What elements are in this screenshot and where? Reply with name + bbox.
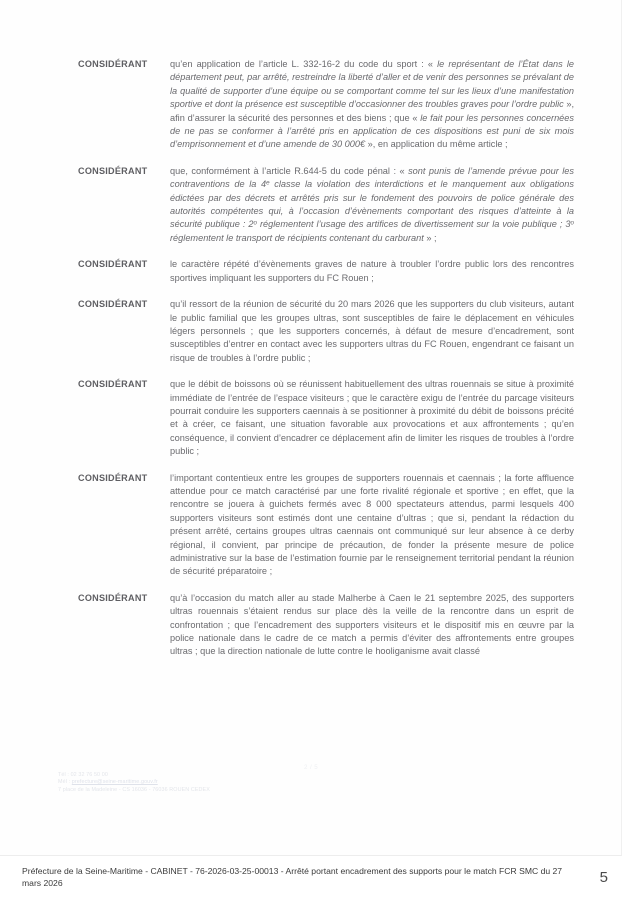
footer-mail-prefix: Mél :	[58, 779, 72, 786]
considerant-row	[78, 165, 574, 245]
considerant-text: que, conformément à l’article R.644-5 du code pénal :	[170, 165, 400, 176]
considerant-text: qu’en application de l’article L. 332-16-2 du code du sport :	[170, 59, 428, 69]
considerant-article-l332-16-2	[170, 58, 574, 152]
considerant-text: le caractère répété d’évènements graves de nature à troubler l’ordre public lors des rencontres sportives impliquant les supporters du FC Rouen ;	[170, 259, 574, 283]
considerant-text: «	[399, 165, 409, 176]
considerant-quoted-text: sont punis de l’amende prévue pour les contraventions de la 4	[170, 165, 575, 190]
considerant-row	[78, 592, 574, 659]
considerant-text: que le débit de boissons où se réunissent habituellement des ultras rouennais se situe à proximité immédiate de l’entrée de l’espace visiteurs ; que le caractère exigu de l’entrée du parcage visiteurs pourrait conduire les supporters caennais à se positionner à proximité du débit de boissons précité et à créer, ce faisant, une situation favorable aux provocations et aux affrontements ; qu’en conséquence, il convient d’encadrer ce déplacement afin de limiter les risques de troubles à l’ordre public ;	[170, 379, 574, 457]
considerant-label: CONSIDÉRANT	[78, 59, 148, 69]
considerant-match-aller-malherbe	[170, 592, 574, 659]
considerant-label: CONSIDÉRANT	[78, 379, 148, 390]
considerant-quoted-text: le représentant de l’État dans le département peut, par arrêté, restreindre la liberté d’aller et de venir des personnes se prévalant de la qualité de supporter d’une équipe ou se comportant comme tel sur les lieux d’une manifestation sportive et dont la présence est susceptible d’occasionner des troubles graves pour l’ordre public	[170, 59, 574, 110]
considerant-text: », en application du même article ;	[365, 139, 508, 150]
considerant-debit-de-boissons	[170, 378, 574, 458]
scanned-page-marker: 2 / 5	[304, 764, 319, 771]
document-caption-text: Préfecture de la Seine-Maritime - CABINET - 76-2026-03-25-00013 - Arrêté portant encadrement des supports pour le match FCR SMC du 27 mars 2026	[22, 866, 563, 888]
considerant-superscript: e	[266, 179, 270, 187]
considerant-list	[78, 58, 574, 672]
considerant-quoted-text: classe la violation des interdictions et le manquement aux obligations édictées par des décrets et arrêtés pris sur le fondement des pouvoirs de police générale des autorités compétentes qui, à l’occasion d’évènements comportant des risques d’atteinte à la sécurité publique : 2	[170, 179, 574, 230]
considerant-label: CONSIDÉRANT	[78, 592, 148, 603]
considerant-superscript: o	[570, 219, 574, 227]
considerant-text: l’important contentieux entre les groupes de supporters rouennais et caennais ; la forte affluence attendue pour ce match caractérisé par une forte rivalité régionale et sportive ; en effet, que la rencontre se jouera à guichets fermés avec 8 000 spectateurs attendus, parmi lesquels 400 supporters visiteurs sont estimés dont une centaine d’ultras ; que si, pendant la rédaction du présent arrêté, certains groupes ultras caennais ont communiqué sur leur absence à ce derby régional, il convient, par principe de précaution, de fonder la présente mesure de police administrative sur la base de l’estimation fournie par le renseignement territorial pendant la réunion de sécurité préparatoire ;	[170, 472, 574, 577]
considerant-superscript: o	[253, 219, 257, 227]
footer-postal-line: 7 place de la Madeleine - CS 16036 - 76036 ROUEN CEDEX	[58, 786, 210, 793]
considerant-quoted-text: le fait pour les personnes concernées de ne pas se conformer à l’arrêté pris en application de ces dispositions est puni de six mois d’emprisonnement et d’une amende de 30 000€	[170, 112, 574, 150]
document-footer-block	[58, 772, 388, 794]
considerant-text: », afin d’assurer la sécurité des personnes et des biens ; que «	[170, 99, 574, 123]
considerant-quoted-text: réglementent le transport de récipients contenant du carburant	[170, 232, 424, 243]
considerant-quoted-text: réglementent l’usage des artifices de divertissement sur la voie publique ; 3	[256, 219, 571, 230]
considerant-label: CONSIDÉRANT	[78, 259, 148, 270]
considerant-text: » ;	[423, 232, 437, 243]
considerant-label: CONSIDÉRANT	[78, 299, 148, 310]
considerant-label: CONSIDÉRANT	[78, 472, 148, 483]
footer-mail-line	[58, 779, 388, 786]
considerant-caractere-repete	[170, 258, 574, 285]
considerant-row	[78, 472, 574, 579]
considerant-contentieux-supporters	[170, 472, 574, 579]
considerant-article-r644-5	[170, 165, 574, 245]
footer-phone-line: Tél : 02 32 76 50 00	[58, 772, 108, 778]
considerant-row	[78, 378, 574, 458]
viewer-page-number: 5	[599, 869, 608, 886]
considerant-text: qu’il ressort de la réunion de sécurité du 20 mars 2026 que les supporters du club visiteurs, autant le public familial que les groupes ultras, sont susceptibles de faire le déplacement en véhicules légers personnels ; que les supporters concernés, à défaut de mesure d’encadrement, sont susceptibles d’entrer en contact avec les supporters ultras du FC Rouen, engendrant ce faisant un risque de troubles à l’ordre public ;	[170, 299, 574, 363]
considerant-row	[78, 298, 574, 365]
considerant-text: «	[427, 59, 438, 69]
considerant-row	[78, 58, 574, 152]
considerant-reunion-securite	[170, 298, 574, 365]
viewer-caption-bar	[0, 860, 636, 900]
considerant-label: CONSIDÉRANT	[78, 165, 148, 176]
considerant-row	[78, 258, 574, 285]
considerant-text: qu’à l’occasion du match aller au stade Malherbe à Caen le 21 septembre 2025, des supporters ultras rouennais s’étaient rendus sur place dès la veille de la rencontre dans un esprit de confrontation ; que l’encadrement des supporters visiteurs et le dispositif mis en œuvre par la police nationale dans le cadre de ce match a permis d’éviter des affrontements entre groupes ultras ; que la direction nationale de lutte contre le hooliganisme avait classé	[170, 592, 574, 657]
footer-mail-address-link[interactable]: prefecture@seine-maritime.gouv.fr	[71, 779, 158, 786]
